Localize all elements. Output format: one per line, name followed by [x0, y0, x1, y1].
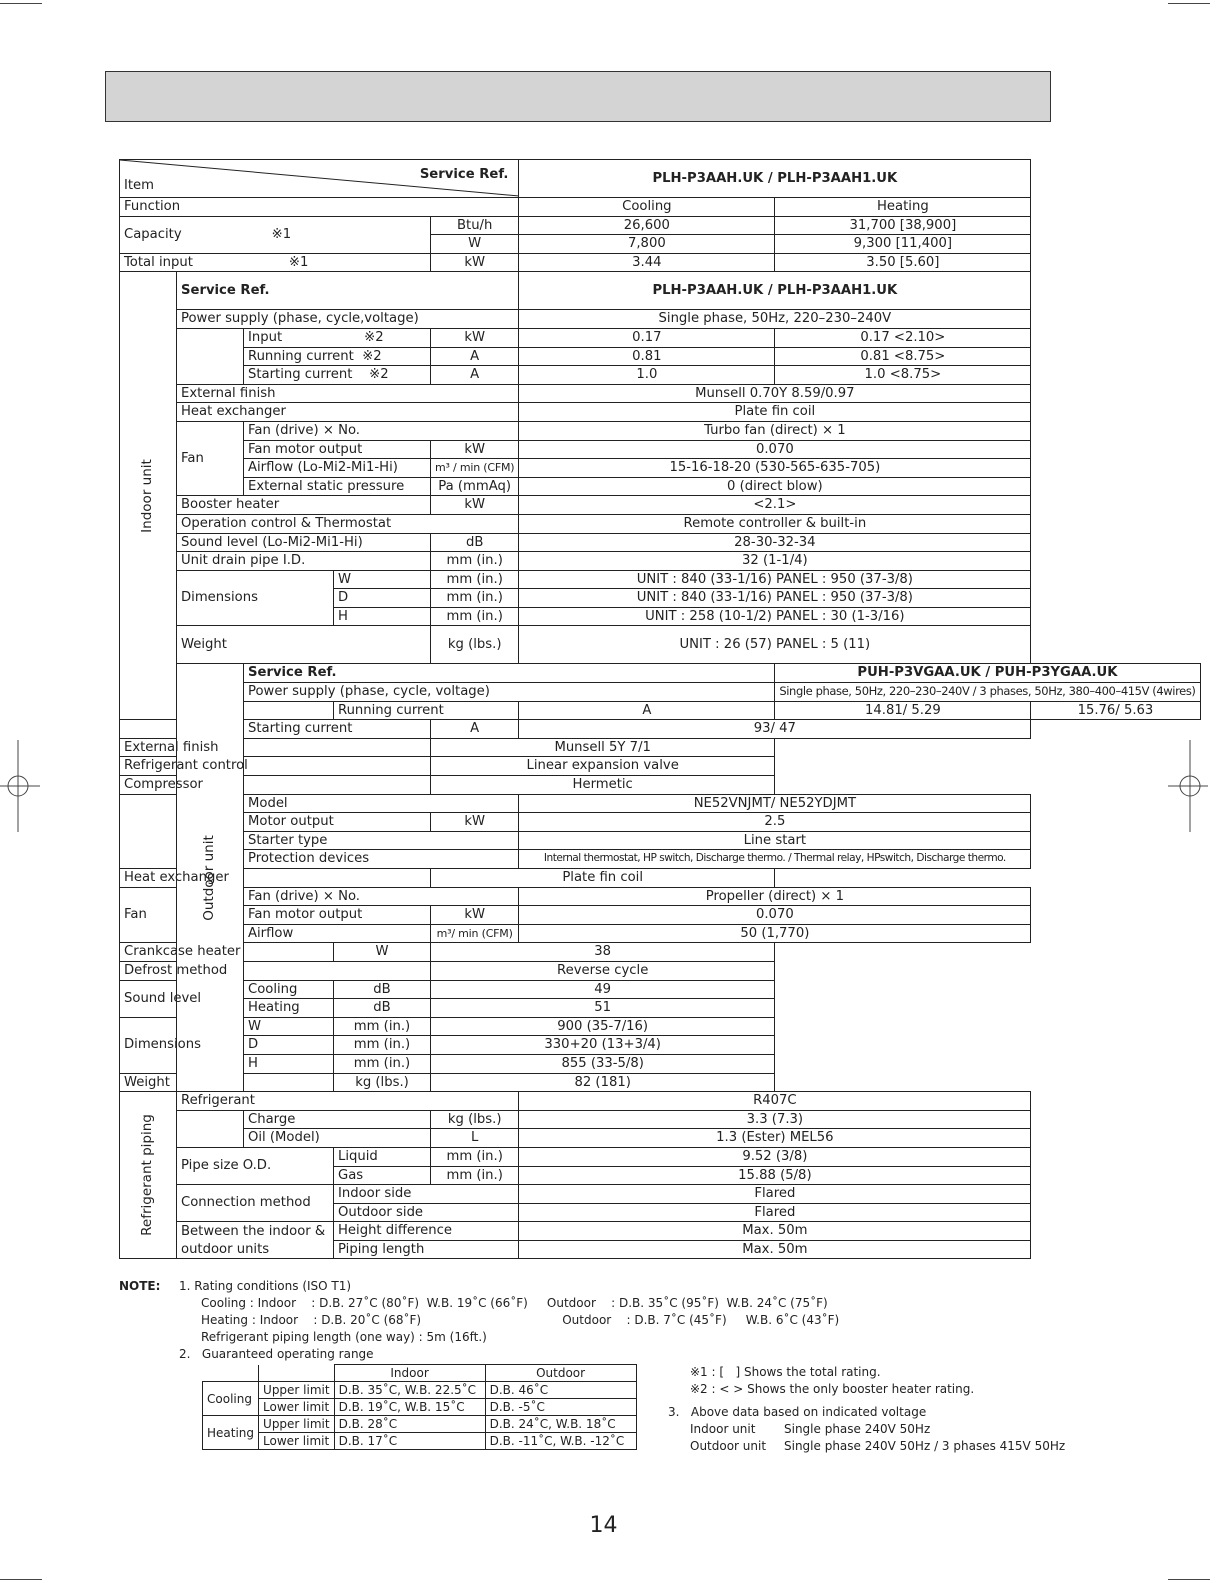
indoor-fan-drive-label: Fan (drive) × No. [244, 421, 519, 440]
indoor-static-pressure-value: 0 (direct blow) [519, 477, 1031, 496]
indoor-sound-label: Sound level (Lo-Mi2-Mi1-Hi) [177, 533, 431, 552]
outdoor-starter-value: Line start [519, 831, 1031, 850]
outdoor-compressor-value: Hermetic [431, 776, 775, 795]
blank-cell [177, 1110, 244, 1129]
total-input-heat: 3.50 [5.60] [775, 253, 1031, 272]
piping-height-diff-label: Height difference [334, 1222, 519, 1241]
indoor-dim-d: D [334, 589, 431, 608]
piping-length-value: Max. 50m [519, 1240, 1031, 1259]
blank-cell [259, 1365, 335, 1382]
blank-cell [177, 328, 244, 347]
blank-cell [244, 701, 334, 720]
crop-mark [0, 3, 42, 4]
range-upper-label: Upper limit [259, 1416, 335, 1433]
indoor-weight-value: UNIT : 26 (57) PANEL : 5 (11) [519, 626, 1031, 664]
piping-oil-value: 1.3 (Ester) MEL56 [519, 1129, 1031, 1148]
outdoor-dim-h: H [244, 1054, 334, 1073]
outdoor-starting-current-unit: A [431, 720, 519, 739]
indoor-static-pressure-label: External static pressure [244, 477, 431, 496]
outdoor-dim-unit: mm (in.) [334, 1054, 431, 1073]
outdoor-heat-exchanger-label: Heat exchanger [120, 869, 431, 888]
indoor-external-finish-value: Munsell 0.70Y 8.59/0.97 [519, 384, 1031, 403]
indoor-starting-current-cool: 1.0 [519, 366, 775, 385]
piping-gas-value: 15.88 (5/8) [519, 1166, 1031, 1185]
indoor-running-current-unit: A [431, 347, 519, 366]
outdoor-compressor-label: Compressor [120, 776, 431, 795]
indoor-service-ref-value: PLH-P3AAH.UK / PLH-P3AAH1.UK [519, 272, 1031, 310]
range-cooling-label: Cooling [203, 1382, 259, 1416]
blank-cell [120, 831, 177, 850]
outdoor-fan-label: Fan [120, 887, 177, 943]
outdoor-starting-current-value: 93/ 47 [519, 720, 1031, 739]
range-outdoor-header: Outdoor [485, 1365, 636, 1382]
indoor-booster-label: Booster heater [177, 496, 431, 515]
total-input-unit: kW [431, 253, 519, 272]
indoor-external-finish-label: External finish [177, 384, 519, 403]
side-notes [668, 1364, 1065, 1455]
indoor-sound-value: 28-30-32-34 [519, 533, 1031, 552]
outdoor-fan-motor-unit: kW [431, 906, 519, 925]
blank-cell [120, 720, 177, 739]
note-2: 2. Guaranteed operating range [179, 1347, 374, 1361]
outdoor-starting-current-label: Starting current [244, 720, 431, 739]
indoor-weight-label: Weight [177, 626, 431, 664]
indoor-heat-exchanger-value: Plate fin coil [519, 403, 1031, 422]
indoor-input-unit: kW [431, 328, 519, 347]
crop-mark [0, 1579, 42, 1580]
indoor-starting-current-label: Starting current ※2 [244, 366, 431, 385]
outdoor-crankcase-label: Crankcase heater [120, 943, 334, 962]
outdoor-dim-unit: mm (in.) [334, 1017, 431, 1036]
piping-charge-unit: kg (lbs.) [431, 1110, 519, 1129]
piping-outdoor-side-value: Flared [519, 1203, 1031, 1222]
piping-height-diff-value: Max. 50m [519, 1222, 1031, 1241]
indoor-running-current-label: Running current ※2 [244, 347, 431, 366]
indoor-operation-label: Operation control & Thermostat [177, 514, 519, 533]
outdoor-motor-output-value: 2.5 [519, 813, 1031, 832]
range-heat-upper-outdoor: D.B. 24˚C, W.B. 18˚C [485, 1416, 636, 1433]
outdoor-starter-label: Starter type [244, 831, 519, 850]
outdoor-defrost-value: Reverse cycle [431, 961, 775, 980]
capacity-btu-unit: Btu/h [431, 216, 519, 235]
blank-cell [120, 850, 177, 869]
outdoor-running-current-unit: A [519, 701, 775, 720]
piping-liquid-value: 9.52 (3/8) [519, 1147, 1031, 1166]
note-1-piping: Refrigerant piping length (one way) : 5m (16ft.) [201, 1330, 487, 1344]
indoor-airflow-label: Airflow (Lo-Mi2-Mi1-Hi) [244, 459, 431, 478]
indoor-dim-h-value: UNIT : 258 (10-1/2) PANEL : 30 (1-3/16) [519, 607, 1031, 626]
capacity-w-heat: 9,300 [11,400] [775, 235, 1031, 254]
crop-mark [1168, 1579, 1210, 1580]
outdoor-protection-value: Internal thermostat, HP switch, Discharge thermo. / Thermal relay, HPswitch, Discharge thermo. [519, 850, 1031, 869]
outdoor-dimensions-label: Dimensions [120, 1017, 244, 1073]
indoor-booster-value: <2.1> [519, 496, 1031, 515]
piping-outdoor-side-label: Outdoor side [334, 1203, 519, 1222]
spec-table [119, 159, 1201, 1259]
indoor-power-supply-value: Single phase, 50Hz, 220–230–240V [519, 310, 1031, 329]
indoor-dim-unit: mm (in.) [431, 607, 519, 626]
corner-item: Item [124, 178, 155, 194]
blank-cell [177, 1129, 244, 1148]
heating-header: Heating [775, 198, 1031, 217]
outdoor-dim-d-value: 330+20 (13+3/4) [431, 1036, 775, 1055]
notes-title: NOTE: [119, 1279, 161, 1293]
indoor-service-ref-label: Service Ref. [177, 272, 519, 310]
indoor-dim-w-value: UNIT : 840 (33-1/16) PANEL : 950 (37-3/8) [519, 570, 1031, 589]
piping-oil-unit: L [431, 1129, 519, 1148]
indoor-running-current-cool: 0.81 [519, 347, 775, 366]
piping-between-label-1: Between the indoor & [177, 1222, 334, 1241]
outdoor-weight-value: 82 (181) [431, 1073, 775, 1092]
range-lower-label: Lower limit [259, 1433, 335, 1450]
outdoor-sound-heat-value: 51 [431, 999, 775, 1018]
range-heat-lower-indoor: D.B. 17˚C [334, 1433, 485, 1450]
table-corner [120, 160, 519, 198]
range-lower-label: Lower limit [259, 1399, 335, 1416]
indoor-dimensions-label: Dimensions [177, 570, 334, 626]
outdoor-dim-w: W [244, 1017, 334, 1036]
piping-pipe-unit: mm (in.) [431, 1147, 519, 1166]
capacity-label: Capacity ※1 [120, 216, 431, 253]
note-1-heating: Heating : Indoor : D.B. 20˚C (68˚F) Outdoor : D.B. 7˚C (45˚F) W.B. 6˚C (43˚F) [201, 1313, 840, 1327]
capacity-w-unit: W [431, 235, 519, 254]
piping-liquid-label: Liquid [334, 1147, 431, 1166]
capacity-w-cool: 7,800 [519, 235, 775, 254]
outdoor-dim-w-value: 900 (35-7/16) [431, 1017, 775, 1036]
indoor-starting-current-unit: A [431, 366, 519, 385]
outdoor-sound-unit: dB [334, 980, 431, 999]
indoor-fan-drive-value: Turbo fan (direct) × 1 [519, 421, 1031, 440]
indoor-static-pressure-unit: Pa (mmAq) [431, 477, 519, 496]
indoor-drain-value: 32 (1-1/4) [519, 552, 1031, 571]
piping-gas-label: Gas [334, 1166, 431, 1185]
blank-cell [120, 794, 177, 813]
blank-cell [120, 813, 177, 832]
outdoor-dim-d: D [244, 1036, 334, 1055]
outdoor-sound-unit: dB [334, 999, 431, 1018]
outdoor-fan-motor-value: 0.070 [519, 906, 1031, 925]
capacity-btu-cool: 26,600 [519, 216, 775, 235]
piping-charge-label: Charge [244, 1110, 431, 1129]
indoor-drain-unit: mm (in.) [431, 552, 519, 571]
outdoor-weight-unit: kg (lbs.) [334, 1073, 431, 1092]
outdoor-sound-label: Sound level [120, 980, 244, 1017]
note-star-1: ※1 : [ ] Shows the total rating. [690, 1365, 881, 1379]
piping-length-label: Piping length [334, 1240, 519, 1259]
outdoor-running-current-cool: 14.81/ 5.29 [775, 701, 1031, 720]
outdoor-motor-output-label: Motor output [244, 813, 431, 832]
indoor-dim-unit: mm (in.) [431, 589, 519, 608]
outdoor-model-label: Model [244, 794, 519, 813]
indoor-heat-exchanger-label: Heat exchanger [177, 403, 519, 422]
indoor-dim-w: W [334, 570, 431, 589]
note-1-cooling: Cooling : Indoor : D.B. 27˚C (80˚F) W.B. 19˚C (66˚F) Outdoor : D.B. 35˚C (95˚F) W.B. 24˚C (75˚F) [201, 1296, 828, 1310]
piping-refrigerant-label: Refrigerant [177, 1092, 519, 1111]
piping-refrigerant-value: R407C [519, 1092, 1031, 1111]
piping-pipe-unit: mm (in.) [431, 1166, 519, 1185]
piping-indoor-side-label: Indoor side [334, 1185, 519, 1204]
range-cool-lower-outdoor: D.B. -5˚C [485, 1399, 636, 1416]
outdoor-sound-cool-value: 49 [431, 980, 775, 999]
indoor-starting-current-heat: 1.0 <8.75> [775, 366, 1031, 385]
range-heat-lower-outdoor: D.B. -11˚C, W.B. -12˚C [485, 1433, 636, 1450]
header-band [105, 71, 1051, 122]
note-1: 1. Rating conditions (ISO T1) [179, 1279, 352, 1293]
crop-mark [1168, 3, 1210, 4]
indoor-drain-label: Unit drain pipe I.D. [177, 552, 431, 571]
indoor-sound-unit: dB [431, 533, 519, 552]
total-input-label: Total input ※1 [120, 253, 431, 272]
indoor-fan-motor-unit: kW [431, 440, 519, 459]
outdoor-defrost-label: Defrost method [120, 961, 431, 980]
outdoor-refrigerant-control-value: Linear expansion valve [431, 757, 775, 776]
indoor-operation-value: Remote controller & built-in [519, 514, 1031, 533]
corner-service-ref: Service Ref. [419, 167, 509, 182]
outdoor-crankcase-value: 38 [431, 943, 775, 962]
range-cool-upper-indoor: D.B. 35˚C, W.B. 22.5˚C [334, 1382, 485, 1399]
outdoor-airflow-label: Airflow [244, 924, 431, 943]
piping-pipe-size-label: Pipe size O.D. [177, 1147, 334, 1184]
outdoor-model-value: NE52VNJMT/ NE52YDJMT [519, 794, 1031, 813]
indoor-weight-unit: kg (lbs.) [431, 626, 519, 664]
registration-mark [0, 740, 40, 832]
indoor-running-current-heat: 0.81 <8.75> [775, 347, 1031, 366]
outdoor-running-current-label: Running current [334, 701, 519, 720]
range-indoor-header: Indoor [334, 1365, 485, 1382]
outdoor-protection-label: Protection devices [244, 850, 519, 869]
indoor-dim-d-value: UNIT : 840 (33-1/16) PANEL : 950 (37-3/8) [519, 589, 1031, 608]
operating-range-table [202, 1364, 637, 1450]
range-heating-label: Heating [203, 1416, 259, 1450]
note-3-indoor: Indoor unit Single phase 240V 50Hz [690, 1422, 931, 1436]
outdoor-airflow-unit: m³/ min (CFM) [431, 924, 519, 943]
blank-cell [177, 366, 244, 385]
piping-oil-label: Oil (Model) [244, 1129, 431, 1148]
outdoor-fan-drive-label: Fan (drive) × No. [244, 887, 519, 906]
piping-indoor-side-value: Flared [519, 1185, 1031, 1204]
outdoor-refrigerant-control-label: Refrigerant control [120, 757, 431, 776]
indoor-booster-unit: kW [431, 496, 519, 515]
capacity-btu-heat: 31,700 [38,900] [775, 216, 1031, 235]
model-header: PLH-P3AAH.UK / PLH-P3AAH1.UK [519, 160, 1031, 198]
outdoor-crankcase-unit: W [334, 943, 431, 962]
piping-between-label-2: outdoor units [177, 1240, 334, 1259]
range-cool-upper-outdoor: D.B. 46˚C [485, 1382, 636, 1399]
outdoor-fan-motor-label: Fan motor output [244, 906, 431, 925]
total-input-cool: 3.44 [519, 253, 775, 272]
note-3-outdoor: Outdoor unit Single phase 240V 50Hz / 3 phases 415V 50Hz [690, 1439, 1066, 1453]
page-number: 14 [589, 1513, 618, 1538]
outdoor-service-ref-label: Service Ref. [244, 664, 775, 683]
indoor-power-supply-label: Power supply (phase, cycle,voltage) [177, 310, 519, 329]
outdoor-running-current-heat: 15.76/ 5.63 [1031, 701, 1200, 720]
outdoor-weight-label: Weight [120, 1073, 334, 1092]
outdoor-dim-unit: mm (in.) [334, 1036, 431, 1055]
piping-section: Refrigerant piping [120, 1092, 177, 1259]
indoor-airflow-unit: m³ / min (CFM) [431, 459, 519, 478]
piping-charge-value: 3.3 (7.3) [519, 1110, 1031, 1129]
outdoor-heat-exchanger-value: Plate fin coil [431, 869, 775, 888]
blank-cell [177, 347, 244, 366]
indoor-fan-motor-label: Fan motor output [244, 440, 431, 459]
note-3: 3. Above data based on indicated voltage [668, 1405, 927, 1419]
blank-cell [203, 1365, 259, 1382]
outdoor-sound-cool-label: Cooling [244, 980, 334, 999]
range-upper-label: Upper limit [259, 1382, 335, 1399]
indoor-dim-h: H [334, 607, 431, 626]
function-label: Function [120, 198, 519, 217]
indoor-airflow-value: 15-16-18-20 (530-565-635-705) [519, 459, 1031, 478]
outdoor-power-supply-label: Power supply (phase, cycle, voltage) [244, 683, 775, 702]
outdoor-sound-heat-label: Heating [244, 999, 334, 1018]
indoor-dim-unit: mm (in.) [431, 570, 519, 589]
outdoor-service-ref-value: PUH-P3VGAA.UK / PUH-P3YGAA.UK [775, 664, 1200, 683]
indoor-input-label: Input ※2 [244, 328, 431, 347]
indoor-fan-motor-value: 0.070 [519, 440, 1031, 459]
outdoor-section: Outdoor unit [177, 664, 244, 1092]
range-cool-lower-indoor: D.B. 19˚C, W.B. 15˚C [334, 1399, 485, 1416]
indoor-input-cool: 0.17 [519, 328, 775, 347]
outdoor-external-finish-label: External finish [120, 738, 431, 757]
note-star-2: ※2 : < > Shows the only booster heater rating. [690, 1382, 975, 1396]
outdoor-airflow-value: 50 (1,770) [519, 924, 1031, 943]
cooling-header: Cooling [519, 198, 775, 217]
indoor-fan-label: Fan [177, 421, 244, 495]
outdoor-external-finish-value: Munsell 5Y 7/1 [431, 738, 775, 757]
piping-connection-label: Connection method [177, 1185, 334, 1222]
outdoor-fan-drive-value: Propeller (direct) × 1 [519, 887, 1031, 906]
range-heat-upper-indoor: D.B. 28˚C [334, 1416, 485, 1433]
outdoor-power-supply-value: Single phase, 50Hz, 220–230–240V / 3 phases, 50Hz, 380–400–415V (4wires) [775, 683, 1200, 702]
indoor-section: Indoor unit [120, 272, 177, 720]
outdoor-motor-output-unit: kW [431, 813, 519, 832]
indoor-input-heat: 0.17 <2.10> [775, 328, 1031, 347]
notes [119, 1278, 839, 1363]
outdoor-dim-h-value: 855 (33-5/8) [431, 1054, 775, 1073]
